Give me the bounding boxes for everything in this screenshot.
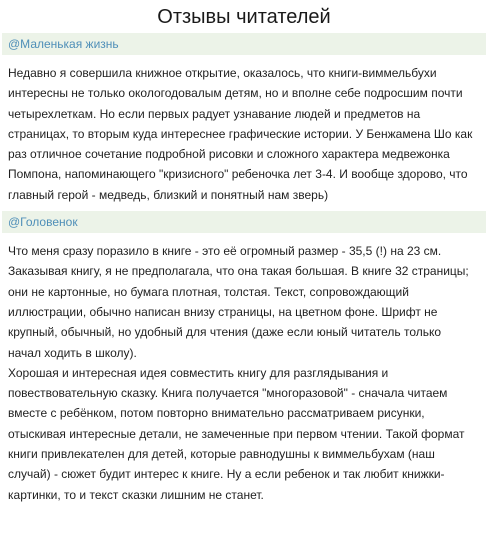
review-text bbox=[2, 233, 486, 507]
review-paragraph: Хорошая и интересная идея совместить книгу для разглядывания и повествовательную сказку. Книга получается "многоразовой" - сначала читаем вместе с ребёнком, потом повторно внимательно рассматриваем рисунки, отыскивая интересные детали, не замеченные при первом чтении. Такой формат книги привлекателен для детей, которые равнодушны к виммельбухам (наш случай) - сюжет будит интерес к книге. Ну а если ребенок и так любит книжки-картинки, то и текст сказки лишним не станет. bbox=[8, 365, 465, 502]
review-card bbox=[2, 33, 486, 207]
review-author[interactable]: @Головенок bbox=[2, 211, 486, 233]
review-card bbox=[2, 211, 486, 507]
page-title: Отзывы читателей bbox=[157, 6, 331, 28]
review-paragraph: Что меня сразу поразило в книге - это её огромный размер - 35,5 (!) на 23 см. Заказывая книгу, я не предполагала, что она такая большая. В книге 32 страницы; они не картонные, но бумага плотная, толстая. Текст, сопровождающий иллюстрации, обычно написан внизу страницы, на цветном фоне. Шрифт не крупный, обычный, но удобный для чтения (даже если юный читатель только начал ходить в школу). bbox=[8, 244, 469, 360]
review-text bbox=[2, 55, 486, 207]
review-author[interactable]: @Маленькая жизнь bbox=[2, 33, 486, 55]
review-paragraph: Недавно я совершила книжное открытие, оказалось, что книги-виммельбухи интересны не только окологодовалым детям, но и вполне себе подросшим почти четырехлеткам. Но если первых радует узнавание людей и предметов на страницах, то вторым куда интереснее графические истории. У Бенжамена Шо как раз отличное сочетание подробной рисовки и сложного характера медвежонка Помпона, напоминающего "кризисного" ребеночка лет 3-4. И вообще здорово, что главный герой - медведь, близкий и понятный нам зверь) bbox=[8, 66, 473, 202]
